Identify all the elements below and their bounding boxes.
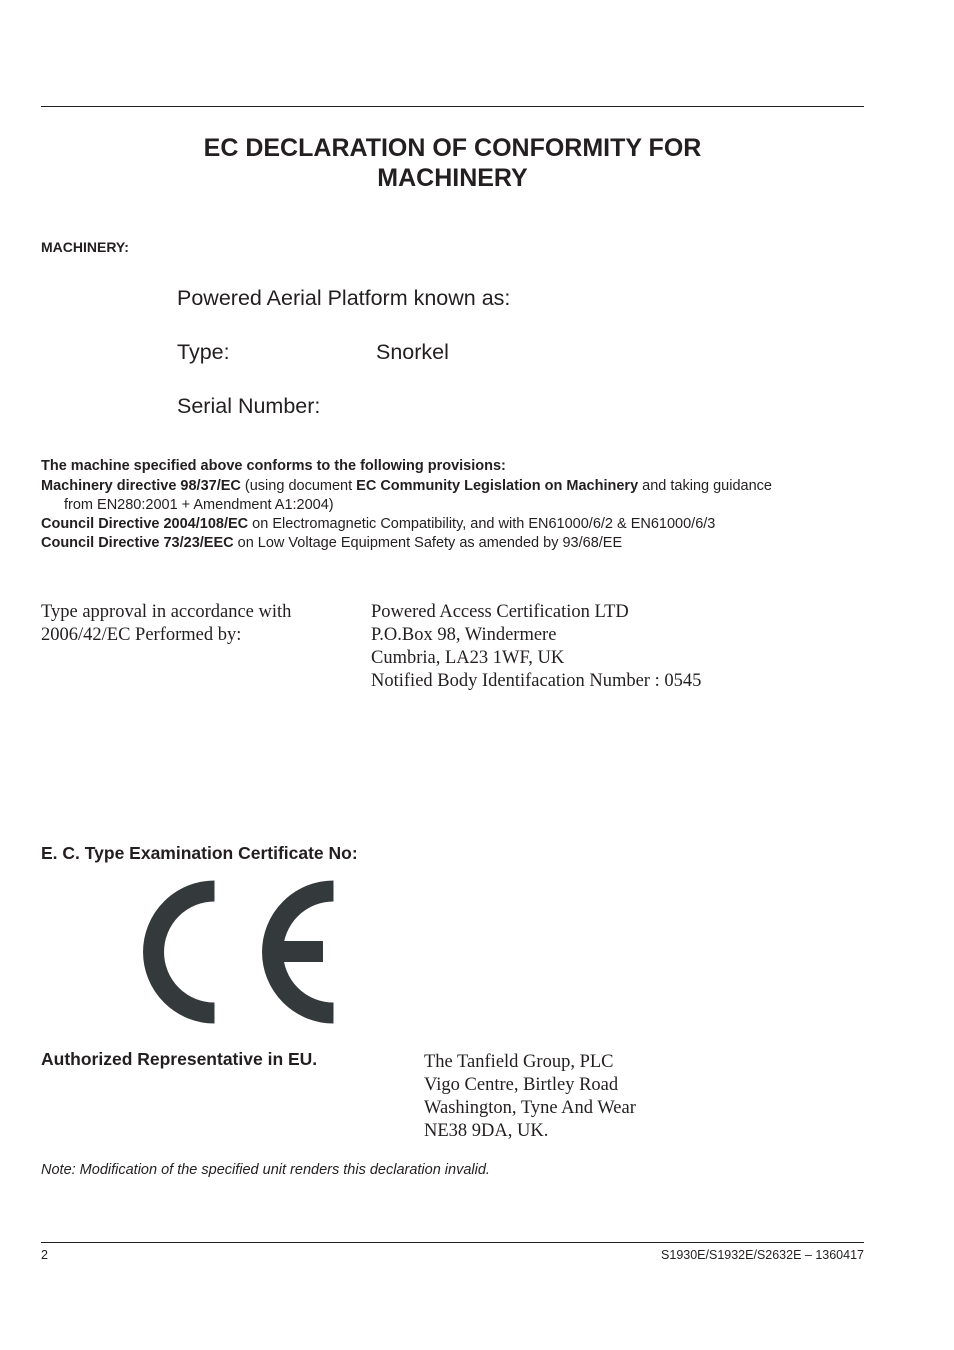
machinery-label: MACHINERY:: [41, 239, 129, 255]
type-approval-label: Type approval in accordance with 2006/42/EC Performed by:: [41, 602, 292, 645]
title-line-2: MACHINERY: [377, 164, 528, 192]
council-directive-73: Council Directive 73/23/EEC on Low Voltage Equipment Safety as amended by 93/68/EE: [41, 535, 623, 551]
serial-number-label: Serial Number:: [177, 394, 321, 418]
ce-e-bar: [272, 941, 323, 962]
platform-label: Powered Aerial Platform known as:: [177, 286, 511, 310]
machinery-directive-continued: from EN280:2001 + Amendment A1:2004): [64, 497, 334, 513]
title-line-1: EC DECLARATION OF CONFORMITY FOR: [203, 134, 702, 162]
authorized-rep-address: The Tanfield Group, PLC Vigo Centre, Birtley Road Washington, Tyne And Wear NE38 9DA, UK.: [424, 1052, 636, 1141]
notified-body-address: Powered Access Certification LTD P.O.Box 98, Windermere Cumbria, LA23 1WF, UK Notified Body Identifacation Number : 0545: [371, 602, 702, 691]
ec-certificate-label: E. C. Type Examination Certificate No:: [41, 843, 358, 863]
ce-c-stroke: [154, 891, 215, 1013]
ce-mark-icon: [134, 880, 336, 1024]
page-title: [41, 133, 864, 193]
document-code: S1930E/S1932E/S2632E – 1360417: [661, 1248, 864, 1262]
bottom-rule: [41, 1242, 864, 1243]
authorized-rep-label: Authorized Representative in EU.: [41, 1049, 318, 1069]
type-value: Snorkel: [376, 340, 449, 364]
top-rule: [41, 106, 864, 107]
machinery-directive: Machinery directive 98/37/EC (using document EC Community Legislation on Machinery and taking guidance: [41, 478, 772, 494]
note-text: Note: Modification of the specified unit renders this declaration invalid.: [41, 1162, 490, 1178]
page-number: 2: [41, 1248, 48, 1262]
provisions-intro: The machine specified above conforms to the following provisions:: [41, 458, 506, 474]
council-directive-2004: Council Directive 2004/108/EC on Electromagnetic Compatibility, and with EN61000/6/2 & EN61000/6/3: [41, 516, 716, 532]
type-label: Type:: [177, 340, 230, 364]
